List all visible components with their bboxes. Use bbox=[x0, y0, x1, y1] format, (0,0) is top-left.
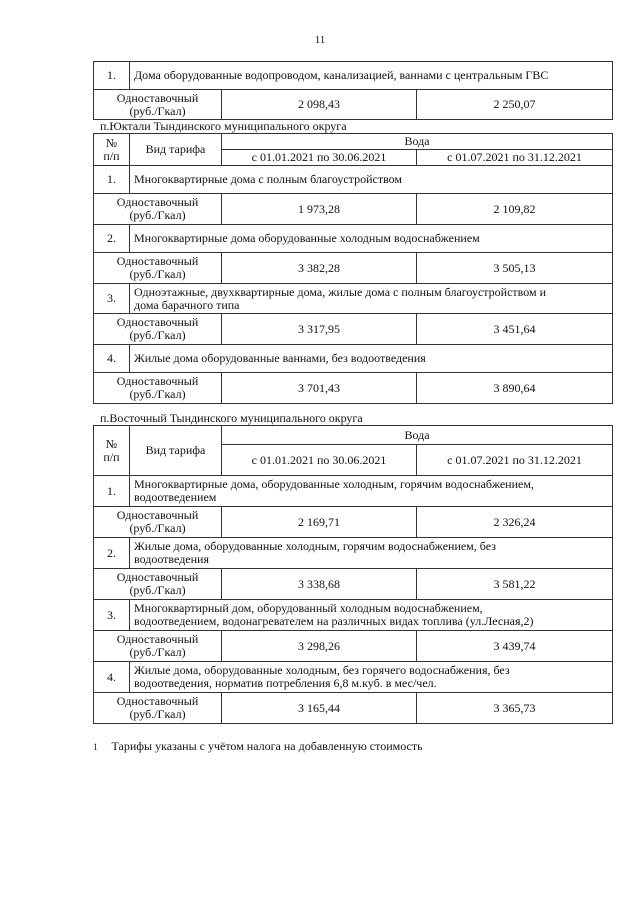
table-row bbox=[94, 62, 613, 90]
tariff-type: Одноставочный (руб./Гкал) bbox=[94, 90, 222, 120]
table-row bbox=[94, 225, 613, 253]
row-description: Жилые дома оборудованные ваннами, без водоотведения bbox=[130, 345, 613, 373]
value-period-1: 2 098,43 bbox=[222, 90, 417, 120]
row-number: 4. bbox=[94, 662, 130, 693]
row-number: 4. bbox=[94, 345, 130, 373]
tariff-type: Одноставочный (руб./Гкал) bbox=[94, 631, 222, 662]
value-period-2: 3 890,64 bbox=[417, 373, 613, 404]
row-number: 1. bbox=[94, 476, 130, 507]
row-description: Многоквартирные дома, оборудованные холодным, горячим водоснабжением, водоотведением bbox=[130, 476, 613, 507]
table-header-row bbox=[94, 134, 613, 150]
footnote-text: Тарифы указаны с учётом налога на добавленную стоимость bbox=[111, 739, 423, 753]
section-caption-yuktali: п.Юктали Тындинского муниципального округа bbox=[100, 119, 347, 133]
row-description: Многоквартирные дома с полным благоустройством bbox=[130, 166, 613, 194]
header-water: Вода bbox=[222, 426, 613, 445]
tariff-type: Одноставочный (руб./Гкал) bbox=[94, 314, 222, 345]
header-water: Вода bbox=[222, 134, 613, 150]
table-row bbox=[94, 373, 613, 404]
row-description: Жилые дома, оборудованные холодным, без горячего водоснабжения, без водоотведения, норматив потребления 6,8 м.куб. в мес/чел. bbox=[130, 662, 613, 693]
row-number: 3. bbox=[94, 284, 130, 314]
table-row bbox=[94, 538, 613, 569]
tariff-table-vostochny bbox=[93, 425, 613, 724]
table-row bbox=[94, 194, 613, 225]
table-row bbox=[94, 345, 613, 373]
table-row bbox=[94, 166, 613, 194]
tariff-type: Одноставочный (руб./Гкал) bbox=[94, 693, 222, 724]
value-period-1: 1 973,28 bbox=[222, 194, 417, 225]
value-period-2: 3 451,64 bbox=[417, 314, 613, 345]
table-row bbox=[94, 600, 613, 631]
value-period-1: 3 165,44 bbox=[222, 693, 417, 724]
table-header-row bbox=[94, 426, 613, 445]
table-row bbox=[94, 476, 613, 507]
table-row bbox=[94, 569, 613, 600]
header-number: № п/п bbox=[94, 134, 130, 166]
value-period-2: 2 109,82 bbox=[417, 194, 613, 225]
row-description: Жилые дома, оборудованные холодным, горячим водоснабжением, без водоотведения bbox=[130, 538, 613, 569]
value-period-2: 3 365,73 bbox=[417, 693, 613, 724]
row-description: Многоквартирный дом, оборудованный холодным водоснабжением, водоотведением, водонагревателем на различных видах топлива (ул.Лесная,2) bbox=[130, 600, 613, 631]
header-tariff-type: Вид тарифа bbox=[130, 134, 222, 166]
value-period-2: 3 505,13 bbox=[417, 253, 613, 284]
row-number: 2. bbox=[94, 225, 130, 253]
header-period-2: с 01.07.2021 по 31.12.2021 bbox=[417, 445, 613, 476]
header-period-2: с 01.07.2021 по 31.12.2021 bbox=[417, 150, 613, 166]
value-period-2: 3 581,22 bbox=[417, 569, 613, 600]
tariff-table-top bbox=[93, 61, 613, 120]
row-description: Многоквартирные дома оборудованные холодным водоснабжением bbox=[130, 225, 613, 253]
table-row bbox=[94, 693, 613, 724]
tariff-type: Одноставочный (руб./Гкал) bbox=[94, 253, 222, 284]
table-row bbox=[94, 662, 613, 693]
row-number: 3. bbox=[94, 600, 130, 631]
section-caption-vostochny: п.Восточный Тындинского муниципального округа bbox=[100, 411, 363, 425]
value-period-2: 2 326,24 bbox=[417, 507, 613, 538]
table-row bbox=[94, 284, 613, 314]
row-number: 1. bbox=[94, 62, 130, 90]
value-period-2: 3 439,74 bbox=[417, 631, 613, 662]
value-period-1: 3 382,28 bbox=[222, 253, 417, 284]
value-period-1: 3 701,43 bbox=[222, 373, 417, 404]
header-period-1: с 01.01.2021 по 30.06.2021 bbox=[222, 445, 417, 476]
row-description: Одноэтажные, двухквартирные дома, жилые дома с полным благоустройством и дома барачного типа bbox=[130, 284, 613, 314]
table-row bbox=[94, 631, 613, 662]
page-number: 11 bbox=[314, 34, 326, 46]
value-period-1: 2 169,71 bbox=[222, 507, 417, 538]
tariff-type: Одноставочный (руб./Гкал) bbox=[94, 507, 222, 538]
value-period-2: 2 250,07 bbox=[417, 90, 613, 120]
row-description: Дома оборудованные водопроводом, канализацией, ваннами с центральным ГВС bbox=[130, 62, 613, 90]
row-number: 1. bbox=[94, 166, 130, 194]
value-period-1: 3 317,95 bbox=[222, 314, 417, 345]
tariff-type: Одноставочный (руб./Гкал) bbox=[94, 569, 222, 600]
table-row bbox=[94, 90, 613, 120]
footnote-marker: 1 bbox=[93, 742, 98, 752]
header-tariff-type: Вид тарифа bbox=[130, 426, 222, 476]
row-number: 2. bbox=[94, 538, 130, 569]
tariff-table-yuktali bbox=[93, 133, 613, 404]
tariff-type: Одноставочный (руб./Гкал) bbox=[94, 194, 222, 225]
tariff-type: Одноставочный (руб./Гкал) bbox=[94, 373, 222, 404]
footnote bbox=[93, 739, 423, 754]
header-period-1: с 01.01.2021 по 30.06.2021 bbox=[222, 150, 417, 166]
table-row bbox=[94, 314, 613, 345]
header-number: № п/п bbox=[94, 426, 130, 476]
table-row bbox=[94, 253, 613, 284]
value-period-1: 3 298,26 bbox=[222, 631, 417, 662]
value-period-1: 3 338,68 bbox=[222, 569, 417, 600]
table-row bbox=[94, 507, 613, 538]
